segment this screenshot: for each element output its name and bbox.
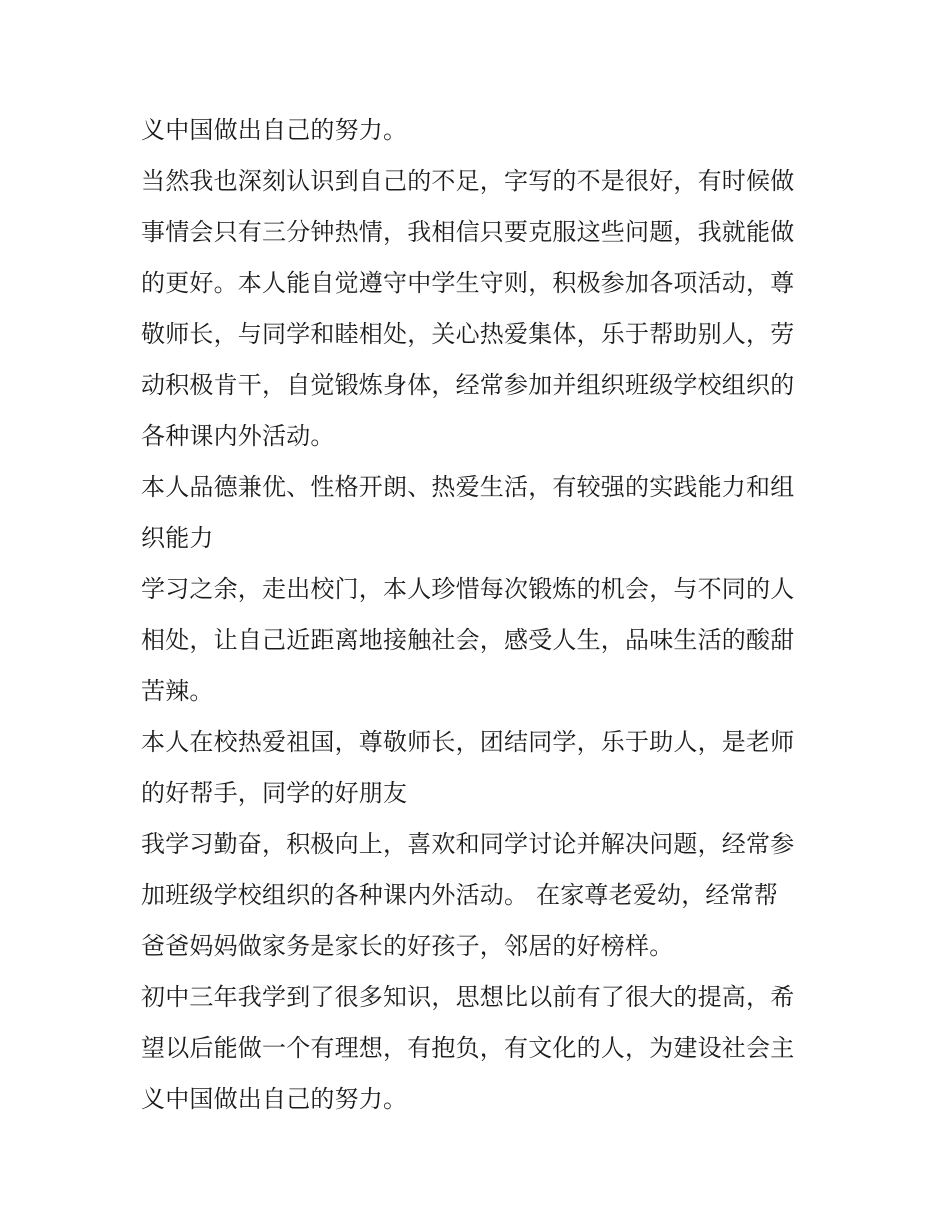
- text-line: 初中三年我学到了很多知识，思想比以前有了很大的提高，希: [141, 983, 795, 1011]
- text-line: 敬师长，与同学和睦相处，关心热爱集体，乐于帮助别人，劳: [141, 320, 795, 348]
- text-line: 我学习勤奋，积极向上，喜欢和同学讨论并解决问题，经常参: [141, 830, 795, 858]
- text-line: 本人品德兼优、性格开朗、热爱生活，有较强的实践能力和组: [141, 473, 795, 501]
- text-line: 动积极肯干，自觉锻炼身体，经常参加并组织班级学校组织的: [141, 371, 795, 399]
- text-line: 爸爸妈妈做家务是家长的好孩子，邻居的好榜样。: [141, 932, 674, 960]
- text-line: 的更好。本人能自觉遵守中学生守则，积极参加各项活动，尊: [141, 269, 795, 297]
- text-line: 当然我也深刻认识到自己的不足，字写的不是很好，有时候做: [141, 167, 795, 195]
- text-line: 织能力: [141, 524, 214, 552]
- text-line: 望以后能做一个有理想，有抱负，有文化的人，为建设社会主: [141, 1034, 795, 1062]
- text-line: 各种课内外活动。: [141, 422, 335, 450]
- text-line: 加班级学校组织的各种课内外活动。 在家尊老爱幼，经常帮: [141, 881, 779, 909]
- text-line: 义中国做出自己的努力。: [141, 1085, 408, 1113]
- text-line: 的好帮手，同学的好朋友: [141, 779, 408, 807]
- text-line: 苦辣。: [141, 677, 214, 705]
- text-line: 事情会只有三分钟热情，我相信只要克服这些问题，我就能做: [141, 218, 795, 246]
- text-line: 本人在校热爱祖国，尊敬师长，团结同学，乐于助人，是老师: [141, 728, 795, 756]
- text-line: 学习之余，走出校门，本人珍惜每次锻炼的机会，与不同的人: [141, 575, 795, 603]
- document-body: [141, 105, 821, 1125]
- text-line: 义中国做出自己的努力。: [141, 116, 408, 144]
- text-line: 相处，让自己近距离地接触社会，感受人生，品味生活的酸甜: [141, 626, 795, 654]
